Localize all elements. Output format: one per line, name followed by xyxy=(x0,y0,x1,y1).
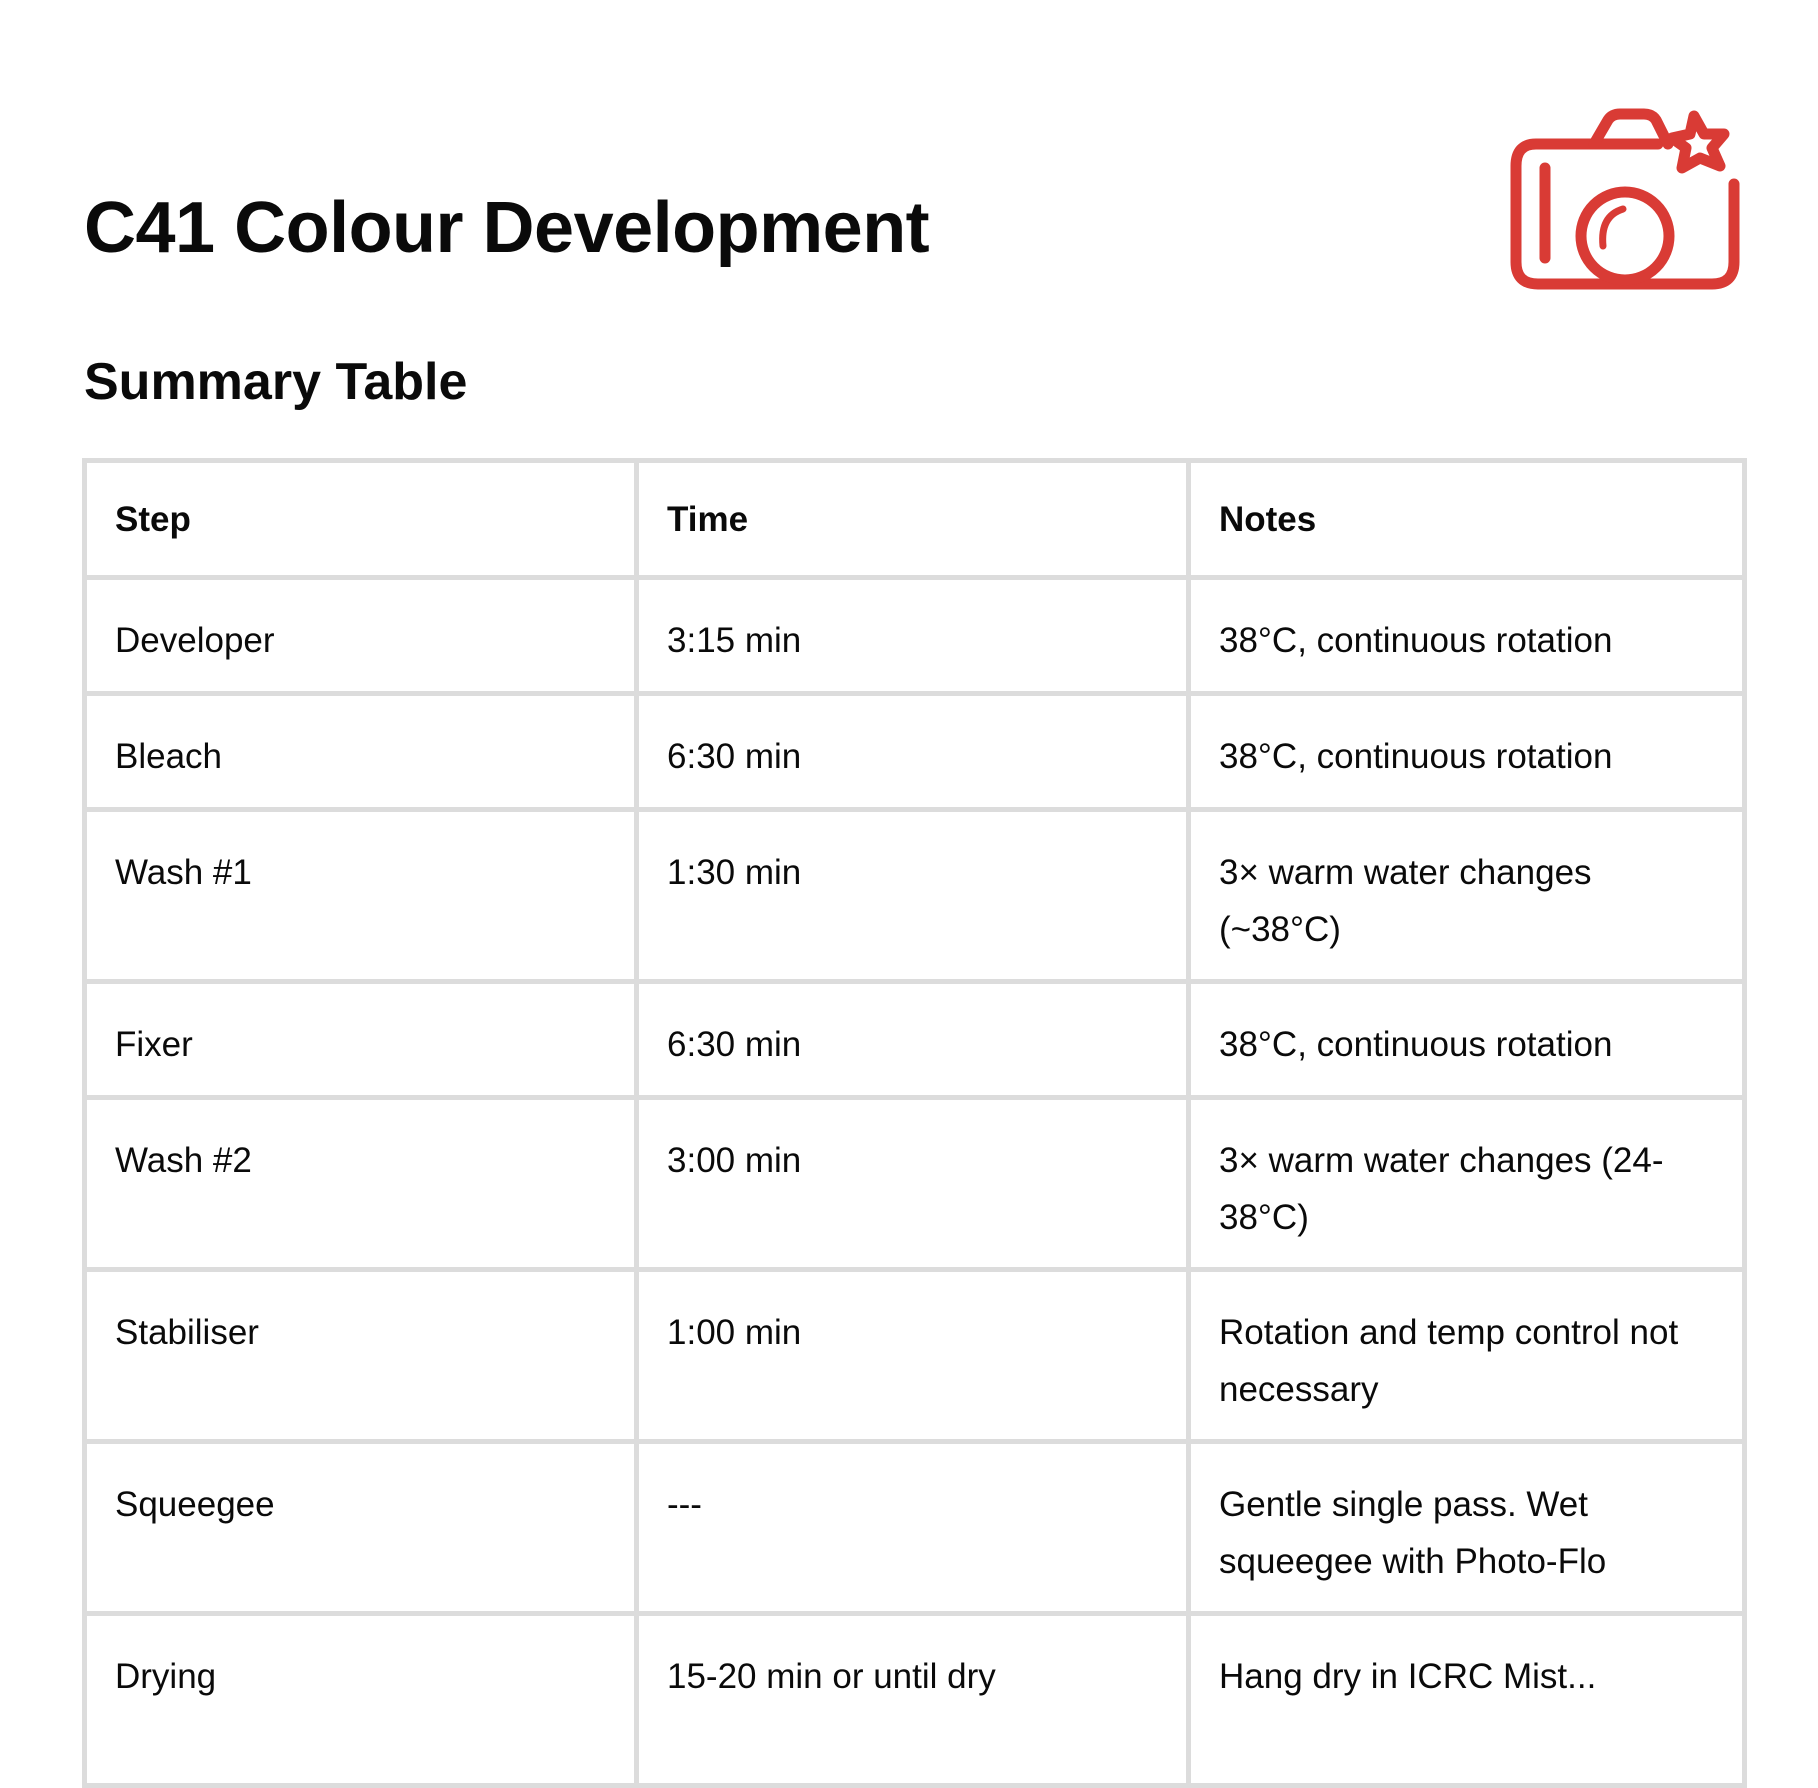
cell-step: Developer xyxy=(85,578,637,694)
cell-step: Wash #1 xyxy=(85,810,637,982)
cell-notes: 38°C, continuous rotation xyxy=(1189,694,1745,810)
cell-time: 15-20 min or until dry xyxy=(637,1614,1189,1786)
cell-time: 6:30 min xyxy=(637,982,1189,1098)
cell-notes: Gentle single pass. Wet squeegee with Photo-Flo xyxy=(1189,1442,1745,1614)
cell-notes: 38°C, continuous rotation xyxy=(1189,982,1745,1098)
cell-notes: Rotation and temp control not necessary xyxy=(1189,1270,1745,1442)
cell-step: Fixer xyxy=(85,982,637,1098)
cell-notes: 38°C, continuous rotation xyxy=(1189,578,1745,694)
cell-time: 1:30 min xyxy=(637,810,1189,982)
cell-time: 3:15 min xyxy=(637,578,1189,694)
column-header-time: Time xyxy=(637,461,1189,578)
cell-step: Wash #2 xyxy=(85,1098,637,1270)
table-row xyxy=(85,1098,1745,1270)
cell-step: Drying xyxy=(85,1614,637,1786)
table-row xyxy=(85,694,1745,810)
table-header-row xyxy=(85,461,1745,578)
table-row xyxy=(85,1442,1745,1614)
column-header-notes: Notes xyxy=(1189,461,1745,578)
cell-time: --- xyxy=(637,1442,1189,1614)
cell-time: 6:30 min xyxy=(637,694,1189,810)
table-row xyxy=(85,578,1745,694)
table-row xyxy=(85,982,1745,1098)
column-header-step: Step xyxy=(85,461,637,578)
cell-notes: Hang dry in ICRC Mist... xyxy=(1189,1614,1745,1786)
page-title: C41 Colour Development xyxy=(84,188,930,268)
summary-table xyxy=(82,458,1747,1788)
cell-time: 3:00 min xyxy=(637,1098,1189,1270)
cell-step: Squeegee xyxy=(85,1442,637,1614)
table-row xyxy=(85,1614,1745,1786)
cell-notes: 3× warm water changes (~38°C) xyxy=(1189,810,1745,982)
cell-step: Bleach xyxy=(85,694,637,810)
camera-with-star-icon xyxy=(1508,104,1744,294)
table-row xyxy=(85,1270,1745,1442)
table-row xyxy=(85,810,1745,982)
cell-time: 1:00 min xyxy=(637,1270,1189,1442)
section-heading: Summary Table xyxy=(84,353,468,411)
cell-notes: 3× warm water changes (24-38°C) xyxy=(1189,1098,1745,1270)
cell-step: Stabiliser xyxy=(85,1270,637,1442)
